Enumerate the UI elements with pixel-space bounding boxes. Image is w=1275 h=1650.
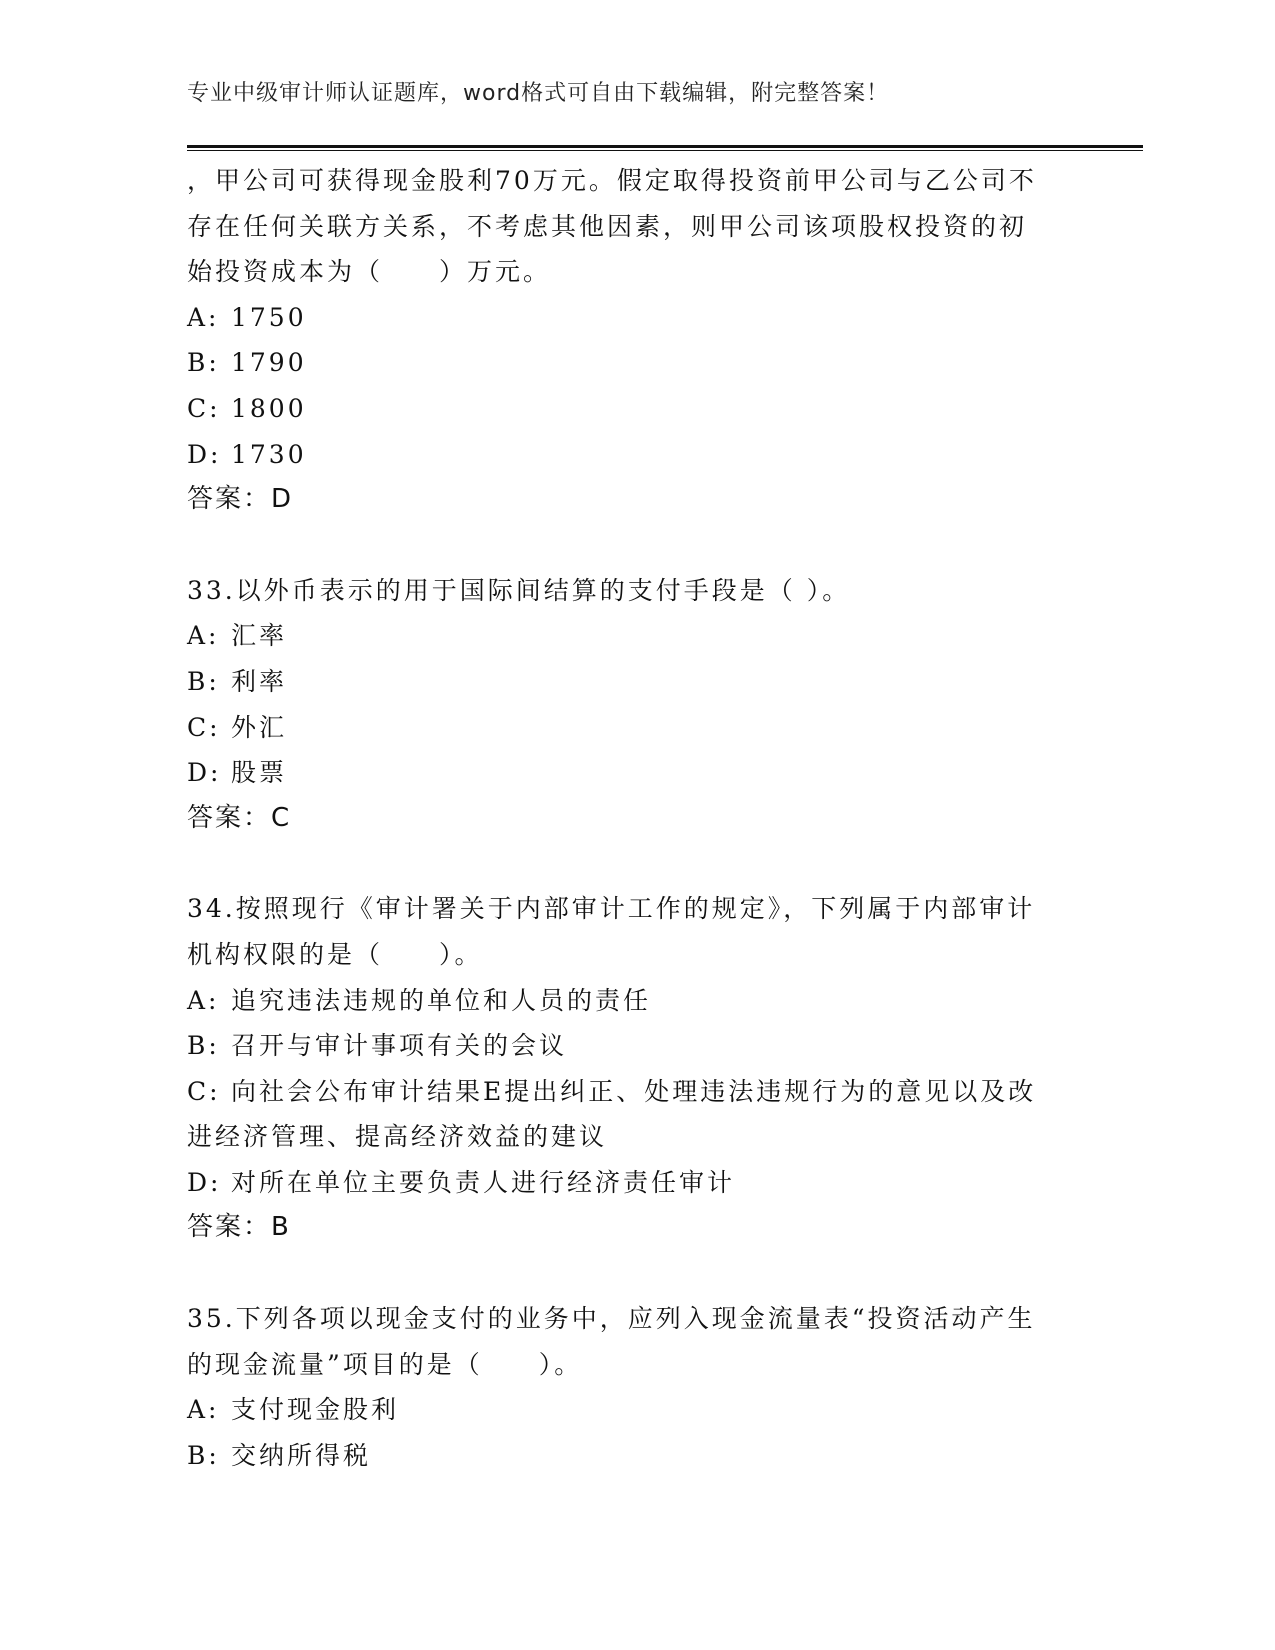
- spacer: [187, 523, 1087, 568]
- option-text: 向社会公布审计结果E提出纠正、处理违法违规行为的意见以及改: [231, 1076, 1037, 1106]
- option-text: 外汇: [231, 712, 288, 742]
- option-text: 支付现金股利: [231, 1395, 400, 1425]
- option-text: 交纳所得税: [231, 1440, 372, 1470]
- question-32-line-1: ，甲公司可获得现金股利70万元。假定取得投资前甲公司与乙公司不: [187, 166, 1037, 195]
- option-text: 汇率: [231, 621, 288, 651]
- option-label: D:: [187, 1167, 222, 1197]
- option-a: [187, 613, 1087, 659]
- option-label: D:: [187, 439, 222, 469]
- option-label: C:: [187, 712, 221, 742]
- option-c: [187, 1069, 1087, 1115]
- option-label: A:: [187, 1395, 220, 1425]
- question-32-line-2: 存在任何关联方关系，不考虑其他因素，则甲公司该项股权投资的初: [187, 211, 1028, 241]
- option-d: [187, 1160, 1087, 1206]
- option-c: [187, 386, 1087, 432]
- option-text: 召开与审计事项有关的会议: [231, 1031, 568, 1061]
- question-34: [187, 886, 1087, 1251]
- option-text: 1750: [231, 302, 307, 332]
- option-label: B:: [187, 666, 220, 696]
- page-header: 专业中级审计师认证题库，word格式可自由下载编辑，附完整答案！: [187, 81, 890, 106]
- question-32: [187, 158, 1087, 523]
- answer: 答案：C: [187, 802, 292, 833]
- question-35-line-2: 的现金流量”项目的是（ ）。: [187, 1349, 583, 1379]
- option-label: D:: [187, 758, 222, 788]
- header-rule-thin: [187, 150, 1143, 151]
- option-label: B:: [187, 1031, 220, 1061]
- option-b: [187, 1023, 1087, 1069]
- answer: 答案：B: [187, 1212, 291, 1243]
- option-text: 利率: [231, 666, 288, 696]
- option-text: 对所在单位主要负责人进行经济责任审计: [231, 1167, 736, 1197]
- option-text: 追究违法违规的单位和人员的责任: [231, 985, 652, 1015]
- option-label: A:: [187, 302, 220, 332]
- option-label: B:: [187, 1440, 220, 1470]
- option-d: [187, 432, 1087, 478]
- option-text: 进经济管理、提高经济效益的建议: [187, 1122, 608, 1152]
- option-a: [187, 978, 1087, 1024]
- option-text: 股票: [231, 758, 288, 788]
- question-33: [187, 568, 1087, 842]
- option-b: [187, 659, 1087, 705]
- option-c: [187, 705, 1087, 751]
- header-rule-thick: [187, 145, 1143, 148]
- option-label: A:: [187, 621, 220, 651]
- option-d: [187, 750, 1087, 796]
- spacer: [187, 841, 1087, 886]
- option-text: 1790: [231, 348, 307, 378]
- option-a: [187, 1387, 1087, 1433]
- option-c-continued: [187, 1114, 1087, 1160]
- option-a: [187, 295, 1087, 341]
- question-32-line-3: 始投资成本为（ ）万元。: [187, 257, 552, 287]
- question-35: [187, 1296, 1087, 1478]
- question-34-line-2: 机构权限的是（ ）。: [187, 939, 483, 969]
- option-b: [187, 1433, 1087, 1479]
- question-34-line-1: 34.按照现行《审计署关于内部审计工作的规定》，下列属于内部审计: [187, 894, 1036, 924]
- question-33-line-1: 33.以外币表示的用于国际间结算的支付手段是（ ）。: [187, 575, 851, 605]
- spacer: [187, 1251, 1087, 1296]
- option-text: 1730: [231, 439, 307, 469]
- option-label: A:: [187, 985, 220, 1015]
- option-b: [187, 340, 1087, 386]
- option-label: C:: [187, 393, 221, 423]
- option-label: B:: [187, 348, 220, 378]
- question-content: [187, 158, 1087, 1478]
- option-text: 1800: [231, 393, 307, 423]
- question-35-line-1: 35.下列各项以现金支付的业务中，应列入现金流量表“投资活动产生: [187, 1304, 1036, 1334]
- answer: 答案：D: [187, 484, 294, 515]
- option-label: C:: [187, 1076, 221, 1106]
